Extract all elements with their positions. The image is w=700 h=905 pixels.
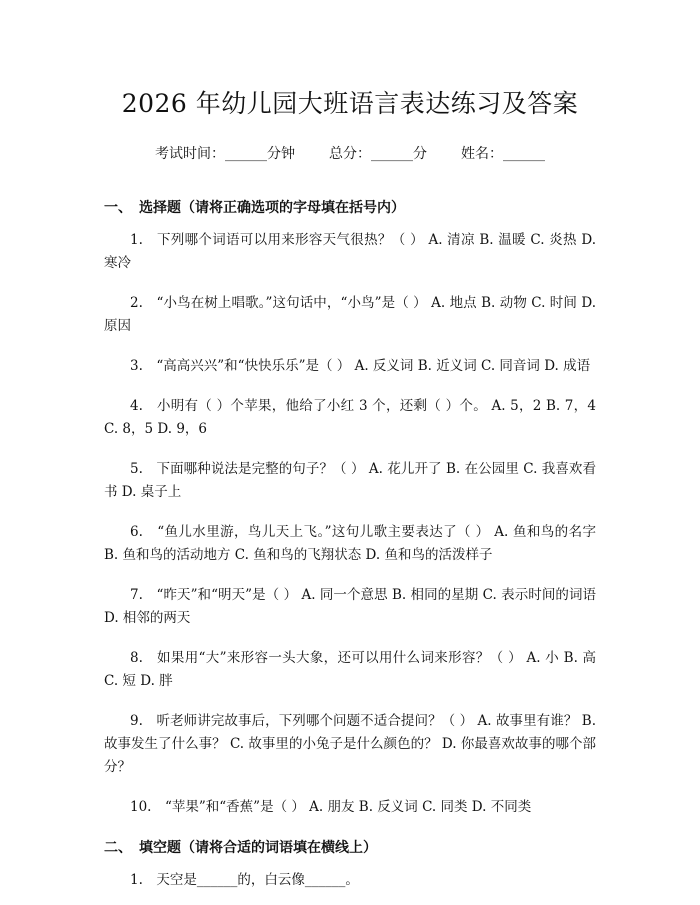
question-item: 1. 天空是______的，白云像______。 <box>130 872 359 888</box>
question-item: 9. 听老师讲完故事后，下列哪个问题不适合提问？（ ） A. 故事里有谁？ B. 故事发生了什么事？ C. 故事里的小兔子是什么颜色的？ D. 你最喜欢故事的哪个部分？ <box>104 713 596 775</box>
section-heading-choice: 一、 选择题（请将正确选项的字母填在括号内） <box>104 200 405 216</box>
exam-time: 考试时间：______分钟 <box>155 146 295 162</box>
question-item: 7. “昨天”和“明天”是（ ） A. 同一个意思 B. 相同的星期 C. 表示时间的词语 D. 相邻的两天 <box>104 587 596 626</box>
question-item: 3. “高高兴兴”和“快快乐乐”是（ ） A. 反义词 B. 近义词 C. 同音词 D. 成语 <box>130 358 591 374</box>
question-item: 5. 下面哪种说法是完整的句子？（ ） A. 花儿开了 B. 在公园里 C. 我喜欢看书 D. 桌子上 <box>104 461 596 500</box>
page-title: 2026 年幼儿园大班语言表达练习及答案 <box>121 89 579 118</box>
question-item: 2. “小鸟在树上唱歌。”这句话中，“小鸟”是（ ） A. 地点 B. 动物 C. 时间 D. 原因 <box>104 295 596 334</box>
exam-meta <box>104 143 596 163</box>
question-item: 8. 如果用“大”来形容一头大象，还可以用什么词来形容？（ ） A. 小 B. 高 C. 短 D. 胖 <box>104 650 596 689</box>
question-item: 4. 小明有（ ）个苹果，他给了小红 3 个，还剩（ ）个。 A. 5，2 B. 7，4 C. 8，5 D. 9，6 <box>104 398 596 437</box>
question-item: 1. 下列哪个词语可以用来形容天气很热？（ ） A. 清凉 B. 温暖 C. 炎热 D. 寒冷 <box>104 232 596 271</box>
choice-question-list <box>104 229 596 819</box>
total-score: 总分：______分 <box>329 146 427 162</box>
student-name: 姓名：______ <box>461 146 545 162</box>
fill-question-list <box>104 869 596 892</box>
question-item: 6. “鱼儿水里游，鸟儿天上飞。”这句儿歌主要表达了（ ） A. 鱼和鸟的名字 B. 鱼和鸟的活动地方 C. 鱼和鸟的飞翔状态 D. 鱼和鸟的活泼样子 <box>104 524 596 563</box>
section-heading-fill: 二、 填空题（请将合适的词语填在横线上） <box>104 840 377 856</box>
question-item: 10. “苹果”和“香蕉”是（ ） A. 朋友 B. 反义词 C. 同类 D. 不同类 <box>130 799 532 815</box>
